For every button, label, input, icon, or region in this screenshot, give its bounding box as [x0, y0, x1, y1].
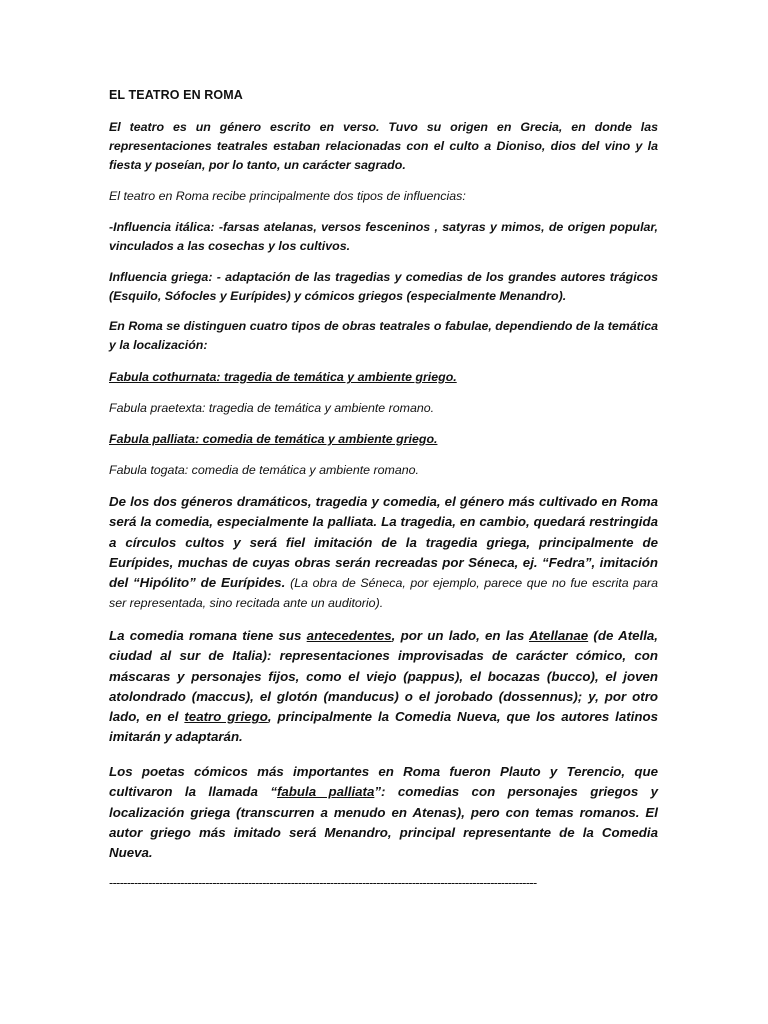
- separator-line: ------------------------------------------------------------------------------------------------------------------------: [109, 876, 537, 890]
- fabula-togata: Fabula togata: comedia de temática y ambiente romano.: [109, 463, 419, 477]
- antecedentes-link: antecedentes: [306, 628, 392, 643]
- comic-poets-text-b: ”: comedias con personajes griegos y localización griega (transcurren a menudo en Atenas), pero con temas romanos. El autor griego más imitado será Menandro, principal representante de la Comedia Nueva.: [109, 784, 659, 861]
- paragraph-roman-comedy: [109, 626, 658, 748]
- paragraph-italic-influence: -Influencia itálica: -farsas atelanas, versos fesceninos , satyras y mimos, de origen popular, vinculados a las cosechas y los cultivos.: [109, 220, 658, 253]
- paragraph-influences-intro: El teatro en Roma recibe principalmente dos tipos de influencias:: [109, 189, 466, 203]
- paragraph-genres-note: (La obra de Séneca, por ejemplo, parece que no fue escrita para ser representada, sino recitada ante un auditorio).: [109, 576, 658, 611]
- document-title: EL TEATRO EN ROMA: [109, 88, 243, 102]
- fabula-palliata-link: fabula palliata: [276, 784, 375, 800]
- roman-comedy-text-a: La comedia romana tiene sus: [109, 628, 307, 643]
- comic-poets-text-a: Los poetas cómicos más importantes en Roma fueron Plauto y Terencio, que cultivaron la llamada “: [109, 764, 658, 800]
- fabula-palliata: Fabula palliata: comedia de temática y ambiente griego.: [109, 432, 438, 446]
- paragraph-genres: [109, 492, 658, 614]
- fabula-praetexta: Fabula praetexta: tragedia de temática y ambiente romano.: [109, 401, 435, 415]
- atellanae-link: Atellanae: [529, 628, 589, 643]
- paragraph-genres-main: De los dos géneros dramáticos, tragedia y comedia, el género más cultivado en Roma será la comedia, especialmente la palliata. La tragedia, en cambio, quedará restringida a círculos cultos y será fiel imitación de la tragedia griega, principalmente de Eurípides, muchas de cuyas obras serán recreadas por Séneca, ej. “Fedra”, imitación del “Hipólito” de Eurípides.: [109, 494, 658, 591]
- paragraph-comic-poets: [109, 762, 658, 863]
- teatro-griego-link: teatro griego: [184, 709, 268, 725]
- fabula-cothurnata: Fabula cothurnata: tragedia de temática y ambiente griego.: [109, 370, 457, 384]
- roman-comedy-text-b: , por un lado, en las: [391, 628, 530, 643]
- paragraph-fabulae-types: En Roma se distinguen cuatro tipos de obras teatrales o fabulae, dependiendo de la temática y la localización:: [109, 319, 658, 352]
- paragraph-greek-influence: Influencia griega: - adaptación de las tragedias y comedias de los grandes autores trágicos (Esquilo, Sófocles y Eurípides) y cómicos griegos (especialmente Menandro).: [109, 270, 658, 303]
- roman-comedy-text-d: , principalmente la Comedia Nueva, que los autores latinos imitarán y adaptarán.: [109, 709, 658, 745]
- paragraph-origin: El teatro es un género escrito en verso. Tuvo su origen en Grecia, en donde las representaciones teatrales estaban relacionadas con el culto a Dioniso, dios del vino y la fiesta y poseían, por lo tanto, un carácter sagrado.: [109, 120, 658, 172]
- roman-comedy-text-c: (de Atella, ciudad al sur de Italia): representaciones improvisadas de carácter cómico, con máscaras y personajes fijos, como el viejo (pappus), el bocazas (bucco), el joven atolondrado (maccus), el glotón (manducus) o el jorobado (dossennus); y, por otro lado, en el: [109, 628, 658, 725]
